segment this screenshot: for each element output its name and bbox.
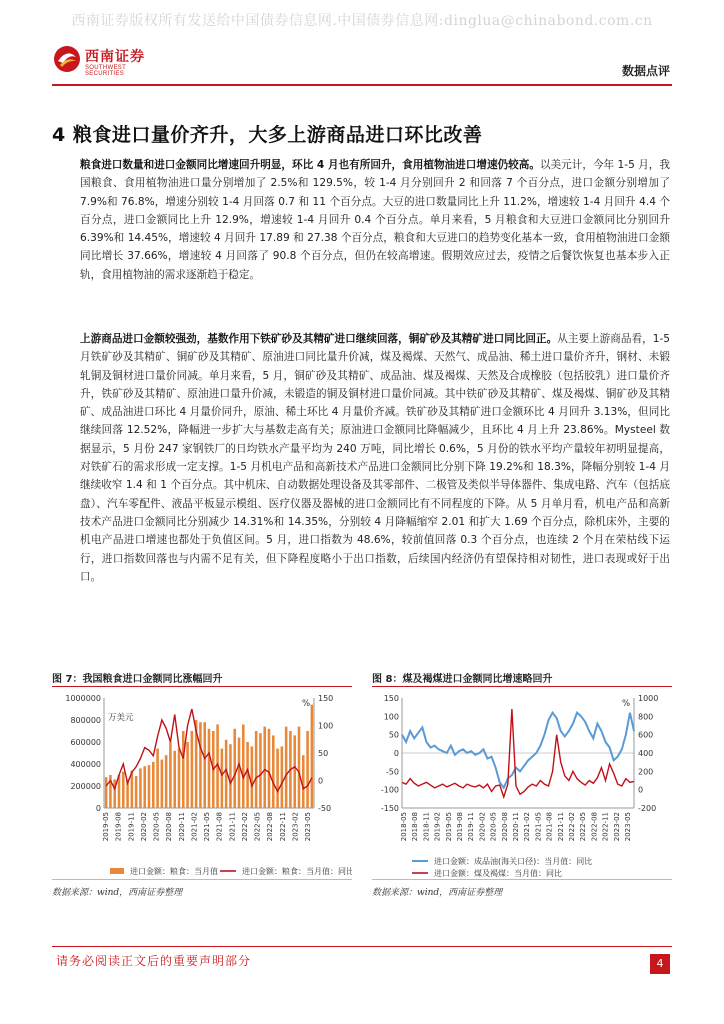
bar <box>105 777 108 808</box>
bar <box>298 727 301 808</box>
bar <box>182 731 185 808</box>
y-right-unit-label: % <box>622 699 631 709</box>
paragraph-body: 以美元计，今年 1-5 月，我国粮食、食用植物油进口量分别增加了 2.5%和 129.5%，较 1-4 月分别回升 2 和回落 7 个百分点，进口金额分别增加了 7.9%和 76.8%，增速分别较 1-4 月回落 0.7 和 11 个百分点。大豆的进口数量同比上升 11.2%，增速较 1-4 月回升 4.4 个百分点，进口金额同比上升 12.9%，增速较 1-4 月回升 0.4 个百分点。单月来看，5 月粮食和大豆进口金额同比分别回升 6.39%和 14.45%，增速较 4 月回升 17.89 和 27.38 个百分点，粮食和大豆进口的趋势变化基本一致，食用植物油进口金额同比增长 37.66%，增速较 4 月回落了 90.8 个百分点，但仍在较高增速。假期效应过去，疫情之后餐饮恢复也基本步入正轨，食用植物油的需求逐渐趋于稳定。 <box>80 159 670 281</box>
bar <box>186 742 189 808</box>
footer-divider <box>52 946 672 947</box>
bar <box>199 722 202 808</box>
x-tick-label: 2018-11 <box>422 812 431 842</box>
bar <box>233 729 236 808</box>
bar <box>272 735 275 808</box>
x-tick-label: 2022-02 <box>240 812 249 842</box>
y-right-tick-label: 0 <box>638 785 644 795</box>
figure7-svg <box>52 690 352 880</box>
y-left-tick-label: 400000 <box>70 760 101 769</box>
watermark: 西南证券版权所有发送给中国债券信息网.中国债券信息网:dinglua@chinabond.com.cn <box>71 13 653 29</box>
bar <box>238 738 241 808</box>
x-tick-label: 2021-05 <box>534 812 543 842</box>
y-left-tick-label: 600000 <box>70 738 101 747</box>
y-left-tick-label: 0 <box>393 749 399 758</box>
x-tick-label: 2019-08 <box>114 812 123 842</box>
x-tick-label: 2019-11 <box>127 812 136 842</box>
bar <box>135 776 138 808</box>
bar <box>148 765 151 808</box>
bar <box>169 742 172 808</box>
header-divider <box>52 84 672 86</box>
y-right-tick-label: 1000 <box>638 694 659 703</box>
y-right-tick-label: 200 <box>638 767 654 777</box>
line-series-refined-oil <box>402 713 634 788</box>
x-tick-label: 2020-05 <box>489 812 498 842</box>
legend-label-line: 进口金额：粮食：当月值：同比 <box>242 867 352 876</box>
x-tick-label: 2022-11 <box>278 812 287 842</box>
legend-swatch-bar <box>110 868 124 874</box>
y-left-tick-label: -150 <box>380 804 399 813</box>
bar <box>178 749 181 808</box>
y-left-tick-label: 800000 <box>70 716 101 725</box>
bar <box>229 744 232 808</box>
y-left-tick-label: 50 <box>388 730 399 740</box>
x-tick-label: 2020-11 <box>177 812 186 842</box>
x-tick-label: 2020-02 <box>139 812 148 842</box>
y-right-tick-label: 800 <box>638 712 654 722</box>
y-left-unit-label: 万美元 <box>108 713 134 723</box>
y-right-tick-label: -200 <box>638 804 657 813</box>
y-left-tick-label: -50 <box>385 767 399 777</box>
x-tick-label: 2019-02 <box>433 812 442 842</box>
x-tick-label: 2021-08 <box>545 812 554 842</box>
figure8-svg <box>372 690 672 880</box>
x-tick-label: 2021-02 <box>523 812 532 842</box>
paragraph-lead: 粮食进口数量和进口金额同比增速回升明显，环比 4 月也有所回升，食用植物油进口增速仍较高。 <box>80 159 540 171</box>
y-left-tick-label: 0 <box>95 804 101 813</box>
bar <box>251 746 254 808</box>
y-right-tick-label: 150 <box>318 694 334 703</box>
bar <box>191 731 194 808</box>
y-right-tick-label: 400 <box>638 749 654 758</box>
y-left-tick-label: -100 <box>380 785 399 795</box>
x-tick-label: 2020-02 <box>478 812 487 842</box>
x-tick-label: 2022-05 <box>579 812 588 842</box>
y-left-tick-label: 1000000 <box>65 694 101 703</box>
paragraph-upstream-imports <box>80 330 670 586</box>
page-number: 4 <box>650 954 670 974</box>
x-tick-label: 2018-08 <box>411 812 420 842</box>
x-tick-label: 2021-02 <box>190 812 199 842</box>
bar <box>293 735 296 808</box>
x-tick-label: 2021-08 <box>215 812 224 842</box>
y-right-tick-label: -50 <box>318 804 332 813</box>
figure7-title: 图 7：我国粮食进口金额同比涨幅回升 <box>52 674 223 685</box>
y-right-tick-label: 100 <box>318 721 334 731</box>
y-left-tick-label: 150 <box>383 694 399 703</box>
logo-text-cn: 西南证券 <box>85 49 145 65</box>
bar <box>165 755 168 808</box>
bar <box>302 755 305 808</box>
bar <box>152 762 155 808</box>
figure8-source: 数据来源：wind，西南证券整理 <box>372 888 503 898</box>
paragraph-grain-imports <box>80 156 670 284</box>
bar <box>311 705 314 808</box>
y-right-tick-label: 600 <box>638 730 654 740</box>
x-tick-label: 2022-02 <box>568 812 576 842</box>
bar <box>143 766 146 808</box>
x-tick-label: 2021-11 <box>228 812 237 842</box>
figure8-title-rule <box>372 686 672 687</box>
bar <box>281 746 284 808</box>
figure7-source-rule <box>52 879 352 880</box>
x-tick-label: 2019-08 <box>456 812 464 842</box>
legend-label-2: 进口金额：煤及褐煤：当月值：同比 <box>434 869 562 878</box>
bar <box>156 749 159 808</box>
x-tick-label: 2020-08 <box>500 812 509 842</box>
company-logo <box>52 44 162 78</box>
legend-label-bar: 进口金额：粮食：当月值 <box>130 867 218 876</box>
x-tick-label: 2020-08 <box>165 812 174 842</box>
y-right-tick-label: 0 <box>318 776 324 786</box>
x-tick-label: 2021-11 <box>556 812 565 842</box>
x-tick-label: 2023-02 <box>291 812 300 842</box>
logo-emblem-icon <box>52 44 82 74</box>
x-tick-label: 2020-11 <box>512 812 520 842</box>
x-tick-label: 2018-05 <box>400 812 408 842</box>
bar <box>173 751 176 808</box>
x-tick-label: 2019-05 <box>102 812 110 842</box>
bar <box>259 733 262 808</box>
x-tick-label: 2021-05 <box>203 812 211 842</box>
bar <box>276 749 279 808</box>
figure8-chart <box>372 690 672 880</box>
paragraph-lead: 上游商品进口金额较强劲，基数作用下铁矿砂及其精矿进口继续回落，铜矿砂及其精矿进口同比回正。 <box>80 333 558 345</box>
section-title: 4 粮食进口量价齐升，大多上游商品进口环比改善 <box>52 124 483 146</box>
x-tick-label: 2022-05 <box>253 812 262 842</box>
bar <box>242 724 245 808</box>
y-right-tick-label: 50 <box>318 749 329 758</box>
x-tick-label: 2022-08 <box>266 812 275 842</box>
x-tick-label: 2023-05 <box>304 812 312 842</box>
x-tick-label: 2023-05 <box>624 812 632 842</box>
figure7-chart <box>52 690 352 880</box>
bar <box>221 749 224 808</box>
bar <box>161 760 164 808</box>
x-tick-label: 2019-11 <box>467 812 476 842</box>
x-tick-label: 2022-11 <box>601 812 610 842</box>
paragraph-body: 从主要上游商品看，1-5 月铁矿砂及其精矿、铜矿砂及其精矿、原油进口同比量升价减，煤及褐煤、天然气、成品油、稀土进口量价齐升，钢材、未锻轧铜及铜材进口量价同减。单月来看，5 月，铜矿砂及其精矿、成品油、煤及褐煤、天然及合成橡胶（包括胶乳）进口量价齐升，铁矿砂及其精矿、原油进口量升价减，未锻造的铜及铜材进口量价同减。其中铁矿砂及其精矿、煤及褐煤、铜矿砂及其精矿、成品油进口环比 4 月量价同升，原油、稀土环比 4 月量价齐减。铁矿砂及其精矿进口金额环比 4 月回升 3.13%，但同比继续回落 12.52%，降幅进一步扩大与基数走高有关；原油进口金额同比降幅减少，且环比 4 月上升 23.86%。Mysteel 数据显示，5 月份 247 家钢铁厂的日均铁水产量平均为 240 万吨，同比增长 0.6%，5 月份的铁水平均产量较年初明显提高，对铁矿石的需求形成一定支撑。1-5 月机电产品和高新技术产品进口金额同比分别下降 19.2%和 18.3%，降幅分别较 1-4 月继续收窄 1.4 和 1 个百分点。其中机床、自动数据处理设备及其零部件、二极管及类似半导体器件、集成电路、汽车（包括底盘）、汽车零配件、液晶平板显示模组、医疗仪器及器械的进口金额同比有不同程度的下降。从 5 月单月看，机电产品和高新技术产品进口金额同比分别减少 14.31%和 14.35%，分别较 4 月降幅缩窄 2.01 和扩大 1.69 个百分点，除机床外，主要的机电产品进口增速也都处于负值区间。5 月，进口指数为 48.6%，较前值回落 0.3 个百分点，也连续 2 个月在荣枯线下运行，进口指数回落也与内需不足有关，但下降程度略小于出口指数，后续国内经济仍有望保持相对韧性，进口表现或好于出口。 <box>80 333 671 583</box>
bar <box>255 731 258 808</box>
x-tick-label: 2019-05 <box>444 812 453 842</box>
disclaimer-notice: 请务必阅读正文后的重要声明部分 <box>56 954 252 968</box>
x-tick-label: 2020-05 <box>152 812 161 842</box>
legend-label-1: 进口金额：成品油(海关口径)：当月值：同比 <box>434 857 593 866</box>
bar <box>285 727 288 808</box>
x-tick-label: 2023-02 <box>612 812 621 842</box>
bar <box>268 729 271 808</box>
y-right-unit-label: % <box>302 699 311 709</box>
logo-text-en: SOUTHWEST SECURITIES <box>85 65 126 77</box>
bar <box>263 727 266 808</box>
bar <box>208 729 211 808</box>
bar <box>203 722 206 808</box>
figure8-title: 图 8：煤及褐煤进口金额同比增速略回升 <box>372 674 553 685</box>
y-left-tick-label: 200000 <box>70 782 101 791</box>
figure8-source-rule <box>372 879 672 880</box>
y-left-tick-label: 100 <box>383 712 399 722</box>
bar <box>306 731 309 808</box>
report-type-label: 数据点评 <box>621 64 670 78</box>
bar <box>139 768 142 808</box>
x-tick-label: 2022-08 <box>590 812 599 842</box>
figure7-title-rule <box>52 686 352 687</box>
bar <box>122 772 125 808</box>
figure7-source: 数据来源：wind，西南证券整理 <box>52 888 183 898</box>
